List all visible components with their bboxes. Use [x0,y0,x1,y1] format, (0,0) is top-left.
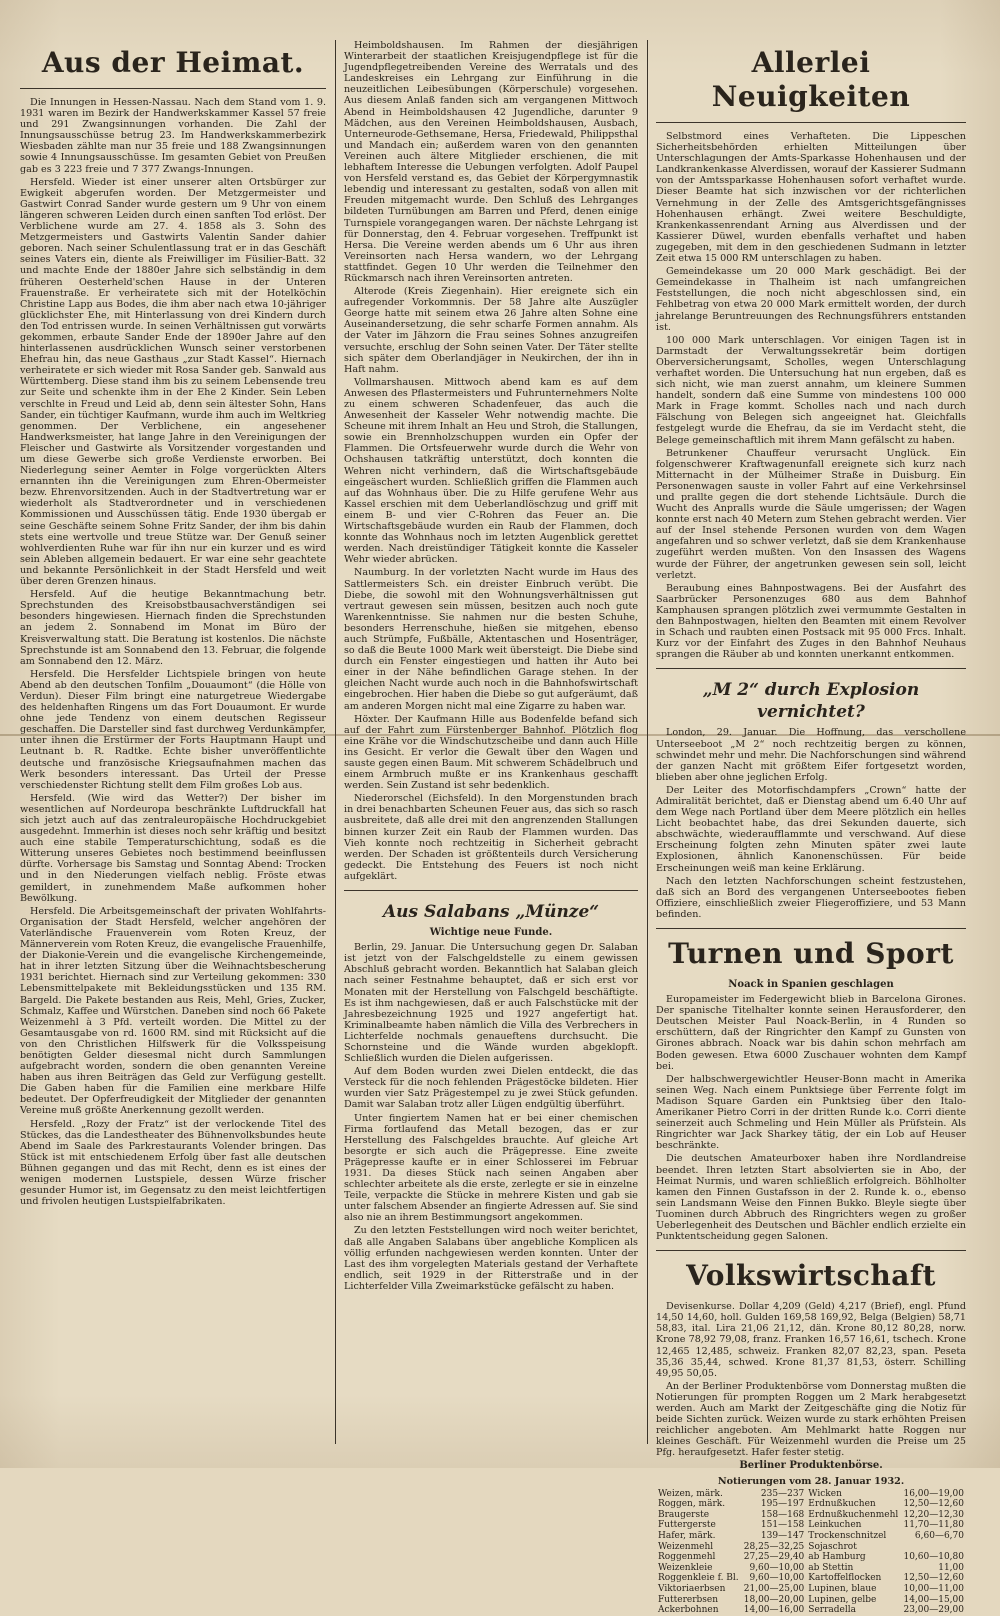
section-title-volkswirtschaft: Volkswirtschaft [686,1259,936,1293]
table-cell: Lupinen, gelbe [808,1594,877,1605]
section-title-m2: „M 2“ durch Explosion vernichtet? [702,680,920,723]
article-paragraph: Heimboldshausen. Im Rahmen der diesjährigen Winterarbeit der staatlichen Kreisjugendpflege ist für die Jugendpflegetreibenden Vereine des Werratals und des Landeskreises ein Lehrgang zur Einführung in die neuzeitlichen Leibesübungen (Körperschule) vorgesehen. Aus diesem Anlaß fanden sich am vergangenen Mittwoch Abend in Heimboldshausen 42 Jugendliche, darunter 9 Mädchen, aus den Vereinen Heimboldshausen, Ausbach, Unterneurode-Gethsemane, Hersa, Friedewald, Philippsthal und Mandach ein; außerdem waren von den genannten Vereinen auch ältere Mitglieder erschienen, die mit lebhaftem Interesse die Uebungen verfolgten. Adolf Paupel von Hersfeld verstand es, das Gebiet der Körpergymnastik lebendig und interessant zu gestalten, sodaß von allen mit Freuden mitgemacht wurde. Den Schluß des Lehrganges bildeten Turnübungen am Barren und Pferd, denen einige Turnspiele vorangegangen waren. Der nächste Lehrgang ist für Donnerstag, den 4. Februar vorgesehen. Treffpunkt ist Hersa. Die Vereine werden abends um 6 Uhr aus ihren Vereinsorten nach Hersa wandern, wo der Lehrgang stattfindet. Gegen 10 Uhr werden die Teilnehmer den Rückmarsch nach ihren Vereinsorten antreten. [344,40,638,284]
article-paragraph: Hersfeld. (Wie wird das Wetter?) Der bisher im wesentlichen auf Nordeuropa beschränkte Luftdruckfall hat sich jetzt auch auf das zentraleuropäische Hochdruckgebiet ausgedehnt. Immerhin ist dieses noch sehr kräftig und besitzt auch eine stabile Temperaturschichtung, sodaß es die Witterung unseres Gebietes noch bestimmend beeinflussen dürfte. Vorhersage bis Samstag und Sonntag Abend: Trocken und in den Niederungen vielfach neblig. Fröste etwas gemildert, in zunehmendem Maße aufkommen hoher Bewölkung. [20,792,326,904]
article-paragraph: Berlin, 29. Januar. Die Untersuchung gegen Dr. Salaban ist jetzt von der Falschgeldstelle zu einem gewissen Abschluß gebracht worden. Bekanntlich hat Salaban gleich nach seiner Festnahme behauptet, daß er sich erst vor Monaten mit der Herstellung von Falschgeld beschäftigte. Es ist ihm nachgewiesen, daß er auch Falschstücke mit der Jahresbezeichnung 1925 und 1927 angefertigt hat. Kriminalbeamte haben nämlich die Villa des Verbrechers in Lichterfelde nochmals genaueftens durchsucht. Die Schornsteine und die Wände wurden abgeklopft. Schließlich wurden die Dielen aufgerissen. [344,942,638,1065]
table-cell: 195—197 [760,1499,805,1510]
article-paragraph: Zu den letzten Feststellungen wird noch weiter berichtet, daß alle Angaben Salabans über angebliche Komplicen als völlig erfunden nachgewiesen werden konnten. Unter der Last des ihm vorgelegten Materials gestand der Verhaftete endlich, seit 1929 in der Ritterstraße und in der Lichterfelder Villa Zweimarkstücke gefälscht zu haben. [344,1225,638,1292]
article-paragraph: Selbstmord eines Verhafteten. Die Lippeschen Sicherheitsbehörden erhielten Mitteilungen über Unterschlagungen der Amts-Sparkasse Hohenhausen und der Landkrankenkasse Alverdissen, worauf der Kassierer Sudmann von der Amtssparkasse Hohenhausen sofort verhaftet wurde. Dieser Beamte hat sich inzwischen vor der richterlichen Vernehmung in der Zelle des Amtsgerichtsgefängnisses Hohenhausen erhängt. Zwei weitere Beschuldigte, Krankenkassenrendant Arning aus Alverdissen und der Kassierer Düwel, wurden ebenfalls verhaftet und haben zugegeben, mit dem in den geschiedenen Sudmann in letzter Zeit etwa 15 000 RM unterschlagen zu haben. [656,131,966,265]
table-cell: Trockenschnitzel [808,1531,887,1542]
col3b-articles [656,727,966,920]
table-cell: 6,60—6,70 [914,1531,964,1542]
table-cell: 139—147 [760,1531,805,1542]
col3d-articles [656,1301,966,1458]
table-cell: 18,00—20,00 [743,1594,805,1605]
table-cell: Wicken [808,1488,842,1499]
section-title-sport: Turnen und Sport [668,937,954,970]
column-rule [335,40,336,1444]
article-paragraph: Niederorschel (Eichsfeld). In den Morgenstunden brach in drei benachbarten Scheunen Feuer aus, das sich so rasch ausbreitete, daß alle drei mit den angrenzenden Stallungen binnen kurzer Zeit ein Raub der Flammen wurden. Das Vieh konnte noch rechtzeitig in Sicherheit gebracht werden. Der Schaden ist größtenteils durch Versicherung gedeckt. Die Entstehung des Feuers ist noch nicht aufgeklärt. [344,793,638,882]
column-regional [344,40,638,1448]
table-row [656,1520,966,1531]
article-paragraph: Der halbschwergewichtler Heuser-Bonn macht in Amerika seinen Weg. Nach einem Punktsiege über Ferrente folgt im Madison Square Garden ein Punktsieg über den Italo-Amerikaner Pietro Corri in der dritten Runde k.o. Corri diente seinerzeit auch Schmeling und Hein Müller als Prüfstein. Als Ringrichter war Jack Sharkey tätig, der ein Lob auf Heuser beschränkte. [656,1073,966,1152]
divider [656,928,966,929]
table-cell: Erdnußkuchen [808,1499,876,1510]
table-cell: Erdnußkuchenmehl [808,1509,899,1520]
section-title-heimat: Aus der Heimat. [41,46,305,79]
article-paragraph: Vollmarshausen. Mittwoch abend kam es auf dem Anwesen des Pflastermeisters und Fuhrunternehmers Nolte zu einem schweren Schadenfeuer, das auch die Anwesenheit der Kasseler Wehr notwendig machte. Die Scheune mit ihrem Inhalt an Heu und Stroh, die Stallungen, sowie ein Brennholzschuppen wurden ein Opfer der Flammen. Die Ortsfeuerwehr wurde durch die Wehr von Ochshausen tatkräftig unterstützt, doch konnten die Wehren nicht verhindern, daß die Wirtschaftsgebäude eingeäschert wurden. Schließlich griffen die Flammen auch auf das Wohnhaus über. Die zu Hilfe gerufene Wehr aus Kassel erschien mit dem Ueberlandlöschzug und griff mit einem B- und vier C-Rohren das Feuer an. Die Wirtschaftsgebäude wurden ein Raub der Flammen, doch konnte das Wohnhaus noch im letzten Augenblick gerettet werden. Nach dreistündiger Tätigkeit konnte die Kasseler Wehr wieder abrücken. [344,376,638,566]
table-cell: Futtererbsen [658,1594,719,1605]
divider [656,1250,966,1251]
article-paragraph: London, 29. Januar. Die Hoffnung, das verschollene Unterseeboot „M 2“ noch rechtzeitig bergen zu können, schwindet mehr und mehr. Die Nachforschungen sind während der ganzen Nacht mit größtem Eifer fortgesetzt worden, blieben aber ohne jeglichen Erfolg. [656,727,966,783]
table-cell: Lupinen, blaue [808,1584,877,1594]
table-cell: Serradella [808,1605,856,1616]
table-row [656,1531,966,1542]
article-paragraph: Höxter. Der Kaufmann Hille aus Bodenfelde befand sich auf der Fahrt zum Fürstenberger Bahnhof. Plötzlich flog eine Krähe vor die Windschutzscheibe und dann auch Hille ins Gesicht. Er verlor die Gewalt über den Wagen und sauste gegen einen Baum. Mit schwerem Schädelbruch und einem Armbruch mußte er ins Krankenhaus geschafft werden. Sein Zustand ist sehr bedenklich. [344,713,638,792]
table-cell: 9,60—10,00 [749,1562,805,1573]
table-cell: 21,00—25,00 [743,1584,805,1594]
table-cell: Roggenmehl [658,1552,716,1563]
table-cell: 28,25—32,25 [743,1541,805,1552]
table-title: Notierungen vom 28. Januar 1932. [717,1475,905,1487]
table-cell: 9,60—10,00 [749,1573,805,1584]
table-cell: Braugerste [658,1509,710,1520]
table-cell: Weizenmehl [658,1541,714,1552]
article-paragraph: Naumburg. In der vorletzten Nacht wurde im Haus des Sattlermeisters Sch. ein dreister Einbruch verübt. Die Diebe, die sowohl mit den Wohnungsverhältnissen gut vertraut gewesen sein müssen, besitzen auch noch gute Warenkenntnisse. Sie nahmen nur die besten Schuhe, besonders Herrenschuhe, hießen sie mitgehen, ebenso auch Strümpfe, Fußbälle, Aktentaschen und Hosenträger, so daß die Beute 1000 Mark weit übersteigt. Die Diebe sind durch ein Fenster eingestiegen und hatten ihr Auto bei einer in der Nähe befindlichen Garage stehen. In der gleichen Nacht wurde auch noch in die Bahnhofswirtschaft eingebrochen. Hier haben die Diebe so gut aufgeräumt, daß am anderen Morgen nicht mal eine Zigarre zu haben war. [344,567,638,712]
col1-articles [20,97,326,1207]
table-cell: Weizen, märk. [658,1488,723,1499]
article-paragraph: Unter fingiertem Namen hat er bei einer chemischen Firma fortlaufend das Metall bezogen, das er zur Herstellung des Falschgeldes brauchte. Auf gleiche Art besorgte er sich auch die Prägepresse. Eine zweite Prägepresse kaufte er in einer Schlosserei im Februar 1931. Da dieses Stück nach seinen Angaben aber schlechter arbeitete als die erste, zerlegte er sie in einzelne Teile, verpackte die Stücke in mehrere Kisten und gab sie unter falschem Absender an fingierte Adressen auf. Sie sind also nie an ihrem Bestimmungsort angekommen. [344,1112,638,1224]
divider [344,890,638,891]
divider [20,88,326,89]
table-row [656,1573,966,1584]
col3a-articles [656,131,966,660]
article-paragraph: Europameister im Federgewicht blieb in Barcelona Girones. Der spanische Titelhalter konnte seinen Herausforderer, den Deutschen Meister Paul Noack-Berlin, in 4 Runden so erschüttern, daß der Ringrichter den Kampf zu Gunsten von Girones abbrach. Noack war bis dahin schon mehrfach am Boden gewesen. Etwa 6000 Zuschauer wohnten dem Kampf bei. [656,994,966,1072]
table-cell: 14,00—16,00 [743,1605,805,1616]
column-heimat [20,40,326,1448]
table-cell: Hafer, märk. [658,1531,716,1542]
table-cell: 151—158 [760,1520,805,1531]
table-row [656,1563,966,1574]
table-cell: 12,20—12,30 [903,1509,964,1520]
article-paragraph: Alterode (Kreis Ziegenhain). Hier ereignete sich ein aufregender Vorkommnis. Der 58 Jahre alte Auszügler George hatte mit seinem etwa 26 Jahre alten Sohne eine Auseinandersetzung, die sehr scharfe Formen annahm. Als der Vater im Jähzorn die Frau seines Sohnes anzugreifen versuchte, erschlug der Sohn seinen Vater. Der Täter stellte sich später dem Oberlandjäger in Neukirchen, der ihn in Haft nahm. [344,286,638,375]
table-cell: Roggenkleie f. Bl. [658,1573,739,1584]
divider [656,668,966,669]
borse-title: Berliner Produktenbörse. [739,1460,883,1472]
article-paragraph: Beraubung eines Bahnpostwagens. Bei der Ausfahrt des Saarbrücker Personenzuges 680 aus dem Bahnhof Kamphausen sprangen plötzlich zwei vermummte Gestalten in den Bahnpostwagen, hielten den Beamten mit einem Revolver in Schach und raubten einen Postsack mit 95 000 Frcs. Inhalt. Kurz vor der Einfahrt des Zuges in den Bahnhof Neuhaus sprangen die Räuber ab und konnten unerkannt entkommen. [656,582,966,661]
table-cell: 23,00—29,00 [903,1605,964,1616]
table-cell: 158—168 [760,1509,805,1520]
article-paragraph: Die deutschen Amateurboxer haben ihre Nordlandreise beendet. Ihren letzten Start absolvierten sie in Abo, der Heimat Nurmis, und waren schließlich erfolgreich. Böhlholter kamen den Finnen Gustafsson in der 2. Runde k. o., ebenso sein Landsmann Weise den Finnen Bukko. Bleyle siegte über Tuominen durch Abbruch des Ringrichters wegen zu großer Ueberlegenheit des Deutschen und Bächler endlich erzielte ein Punktentscheidung gegen Salonen. [656,1153,966,1243]
table-cell: Futtergerste [658,1520,716,1531]
table-cell: Ackerbohnen [658,1605,719,1616]
table-cell: ab Stettin [808,1562,854,1573]
divider [656,122,966,123]
article-paragraph: Betrunkener Chauffeur verursacht Unglück. Ein folgenschwerer Kraftwagenunfall ereignete sich kurz nach Mitternacht in der Mülheimer Straße in Duisburg. Ein Personenwagen sauste in voller Fahrt auf eine Verkehrsinsel und prallte gegen die dort stehende Lichtsäule. Durch die Wucht des Anpralls wurde die Säule umgerissen; der Wagen konnte erst nach 40 Metern zum Stehen gebracht werden. Vier auf der Insel stehende Personen wurden von dem Wagen angefahren und so schwer verletzt, daß sie dem Krankenhause zugeführt werden mußten. Von den Insassen des Wagens wurde der Führer, der angetrunken gewesen sein soll, leicht verletzt. [656,447,966,581]
table-cell: ab Hamburg [808,1552,866,1563]
table-row [656,1499,966,1510]
column-news [656,40,966,1616]
article-paragraph: An der Berliner Produktenbörse vom Donnerstag mußten die Notierungen für prompten Roggen um 2 Mark herabgesetzt werden. Auch am Markt der Zeitgeschäfte ging die Notiz für beide Sichten zurück. Weizen wurde zu stark erhöhten Preisen reichlicher angeboten. Am Mehlmarkt hatte Roggen nur kleines Geschäft. Für Weizenmehl wurden die Preise um 25 Pfg. heraufgesetzt. Hafer fester stetig. [656,1380,966,1459]
table-row [656,1584,966,1595]
section-title-allerlei: Allerlei Neuigkeiten [711,46,911,113]
table-cell: Weizenkleie [658,1562,713,1573]
table-cell: 11,70—11,80 [903,1520,964,1531]
table-row [656,1595,966,1606]
table-cell: 16,00—19,00 [903,1488,964,1499]
article-paragraph: Nach den letzten Nachforschungen scheint festzustehen, daß sich an Bord des vergangenen Unterseebootes fieben Offiziere, einschließlich zweier Fliegeroffiziere, und 53 Mann befinden. [656,875,966,920]
article-paragraph: Gemeindekasse um 20 000 Mark geschädigt. Bei der Gemeindekasse in Thalheim ist nach umfangreichen Feststellungen, die noch nicht abgeschlossen sind, ein Fehlbetrag von etwa 20 000 Mark ermittelt worden, der durch jahrelange Beruntreuungen des Rechnungsführers entstanden ist. [656,266,966,333]
article-paragraph: Hersfeld. Wieder ist einer unserer alten Ortsbürger zur Ewigkeit abgerufen worden. Der Metzgermeister und Gastwirt Conrad Sander wurde gestern um 9 Uhr von einem längeren schweren Leiden durch einen sanften Tod erlöst. Der Verblichene wurde am 27. 4. 1858 als 3. Sohn des Metzgermeisters und Gastwirts Valentin Sander dahier geboren. Nach seiner Schulentlassung trat er in das Geschäft seines Vaters ein, diente als Freiwilliger im Füsilier-Batt. 32 und machte Ende der 1880er Jahre sich selbständig in dem früheren Oesterheld'schen Hause in der Unteren Frauenstraße. Er verheiratete sich mit der Hotelköchin Christine Lapp aus Bodes, die ihm aber nach etwa 10-jähriger glücklichster Ehe, mit Hinterlassung von drei Kindern durch den Tod entrissen wurde. In seinen Verhältnissen gut vorwärts gekommen, erbaute Sander Ende der 1890er Jahre auf den hinterlassenen ausdrücklichen Wunsch seiner verstorbenen Ehefrau hin, das neue Gasthaus „zur Stadt Kassel“. Hiernach verheiratete er sich wieder mit Rosa Sander geb. Sanwald aus Württemberg. Diese stand ihm bis zu seinem Lebensende treu zur Seite und schenkte ihm in der Ehe 2 Kinder. Sein Leben verschlte in Freud und Leid ab, denn sein ältester Sohn, Hans Sander, ein tüchtiger Kaufmann, wurde ihm auch im Weltkrieg genommen. Der Verblichene, ein angesehener Handwerksmeister, hat lange Jahre in den Vereinigungen der Fleischer und Gastwirte als Vorsitzender vorgestanden und um diese Gewerbe sich große Verdienste erworben. Bei Niederlegung seiner Aemter in Folge vorgerückten Alters ernannten ihn die Vereinigungen zum Ehren-Obermeister bezw. Ehrenvorsitzenden. Auch in der Stadtvertretung war er wiederholt als Stadtverordneter und in verschiedenen Kommissionen und Ausschüssen tätig. Ende 1930 übergab er seine Geschäfte seinem Sohne Fritz Sander, der ihm bis dahin stets eine wertvolle und treue Stütze war. Der Genuß seiner wohlverdienten Ruhe war für ihn nur ein kurzer und es wird sein Ableben allgemein bedauert. Er war eine sehr geachtete und bekannte Persönlichkeit in der Stadt Hersfeld und weit über deren Grenzen hinaus. [20,176,326,588]
table-row [656,1605,966,1616]
col2-articles [344,40,638,882]
table-row [656,1489,966,1500]
price-table [656,1489,966,1616]
table-cell: Viktoriaerbsen [658,1584,726,1594]
table-cell: Kartoffelflocken [808,1573,882,1584]
table-cell: 11,00 [938,1562,964,1573]
table-cell: 14,00—15,00 [903,1594,964,1605]
table-cell [901,1542,966,1553]
col2b-articles [344,942,638,1292]
table-cell: Roggen, märk. [658,1499,726,1510]
table-row [656,1542,966,1553]
table-cell: 10,60—10,80 [903,1552,964,1563]
table-cell: 10,00—11,00 [903,1584,964,1594]
table-cell: 235—237 [760,1488,805,1499]
table-cell: Leinkuchen [808,1520,862,1531]
table-cell: 27,25—29,40 [743,1552,805,1563]
article-paragraph: Hersfeld. Die Arbeitsgemeinschaft der privaten Wohlfahrts-Organisation der Stadt Hersfeld, welcher angehören der Vaterländische Frauenverein vom Roten Kreuz, der Männerverein vom Roten Kreuz, die evangelische Frauenhilfe, der Diakonie-Verein und die evangelische Kirchengemeinde, hat in ihrer letzten Sitzung über die Weihnachtsbescherung 1931 berichtet. Hiernach sind zur Verteilung gekommen: 330 Lebensmittelpakete mit Bekleidungsstücken und 135 RM. Bargeld. Die Pakete bestanden aus Reis, Mehl, Gries, Zucker, Schmalz, Kaffee und Würstchen. Daneben sind noch 66 Pakete Weizenmehl à 3 Pfd. verteilt worden. Die Mittel zu der Gesamtausgabe von rd. 1600 RM. sind mit Rücksicht auf die von den Christlichen Hilfswerk für die Volksspeisung benötigten Gelder diesesmal nicht durch Sammlungen aufgebracht worden, sondern die oben genannten Vereine haben aus ihren Beiträgen das Geld zur Verfügung gestellt. Die Gaben haben für die Familien eine merkbare Hilfe bedeutet. Der Opferfreudigkeit der Mitglieder der genannten Vereine muß größte Anerkennung gezollt werden. [20,905,326,1117]
article-paragraph: Hersfeld. Auf die heutige Bekanntmachung betr. Sprechstunden des Kreisobstbausachverständigen sei besonders hingewiesen. Hiernach finden die Sprechstunden an jedem 2. Sonnabend im Monat im Büro der Kreisverwaltung statt. Die Beratung ist kostenlos. Die nächste Sprechstunde ist am Sonnabend den 13. Februar, die folgende am Sonnabend den 12. März. [20,589,326,667]
article-paragraph: Der Leiter des Motorfischdampfers „Crown“ hatte der Admiralität berichtet, daß er Dienstag abend um 6.40 Uhr auf dem Wege nach Portland über dem Meere plötzlich ein helles Licht beobachtet habe, das drei Sekunden dauerte, sich abschwächte, wiederaufflammte und verschwand. Auf diese Erscheinung folgten zehn Minuten später zwei laute Explosionen, ähnlich Kanonenschüssen. Für beide Erscheinungen weiß man keine Erklärung. [656,784,966,874]
section-subtitle-salaban: Wichtige neue Funde. [429,927,553,939]
table-cell: 12,50—12,60 [903,1573,964,1584]
column-rule [647,40,648,1444]
table-row [656,1552,966,1563]
section-title-salaban: Aus Salabans „Münze“ [382,902,600,923]
table-cell: Sojaschrot [808,1541,857,1552]
table-cell: 12,50—12,60 [903,1499,964,1510]
article-paragraph: Die Innungen in Hessen-Nassau. Nach dem Stand vom 1. 9. 1931 waren im Bezirk der Handwerkskammer Kassel 57 freie und 291 Zwangsinnungen vorhanden. Die Zahl der Innungsausschüsse betrug 23. Im Handwerkskammerbezirk Wiesbaden zählte man nur 35 freie und 188 Zwangsinnungen sowie 4 Innungsausschüsse. Im gesamten Gebiet von Preußen gab es 3 223 freie und 7 377 Zwangs-Innungen. [20,97,326,175]
article-paragraph: Devisenkurse. Dollar 4,209 (Geld) 4,217 (Brief), engl. Pfund 14,50 14,60, holl. Gulden 169,58 169,92, Belga (Belgien) 58,71 58,83, ital. Lira 21,06 21,12, dän. Krone 80,12 80,28, norw. Krone 78,92 79,08, franz. Franken 16,57 16,61, tschech. Krone 12,465 12,485, schweiz. Franken 82,07 82,23, span. Peseta 35,36 35,44, schwed. Krone 81,37 81,53, österr. Schilling 49,95 50,05. [656,1301,966,1379]
article-paragraph: Hersfeld. „Rozy der Fratz“ ist der verlockende Titel des Stückes, das die Landestheater des Bühnenvolksbundes heute Abend im Saale des Parkrestaurants Volender bringen. Das Stück ist mit entschiedenem Erfolg über fast alle deutschen Bühnen gegangen und das mit Recht, denn es ist eines der wenigen modernen Lustspiele, dessen Würze frischer gesunder Humor ist, im Gegensatz zu den meist leichtfertigen und frivolen heutigen Lustspielfabrikaten. [20,1118,326,1208]
article-paragraph: Auf dem Boden wurden zwei Dielen entdeckt, die das Versteck für die noch fehlenden Prägestöcke bildeten. Hier wurden vier Satz Prägestempel zu je zwei Stück gefunden. Damit war Salaban trotz aller Lügen endgültig überführt. [344,1066,638,1111]
article-paragraph: 100 000 Mark unterschlagen. Vor einigen Tagen ist in Darmstadt der Verwaltungssekretär beim dortigen Oberversicherungsamt, Scholles, wegen Unterschlagung verhaftet worden. Die Untersuchung hat nun ergeben, daß es sich nicht, wie man zuerst annahm, um kleinere Summen handelt, sondern daß eine Summe von mindestens 100 000 Mark in Frage kommt. Scholles nach und nach durch Fälschung von Belegen sich angeeignet hat. Gleichfalls festgelegt wurde die Ehefrau, da sie im Verdacht steht, die Belege gemeinschaftlich mit ihrem Mann gefälscht zu haben. [656,334,966,446]
col3c-articles [656,994,966,1242]
article-paragraph: Hersfeld. Die Hersfelder Lichtspiele bringen von heute Abend ab den deutschen Tonfilm „Douaumont“ (die Hölle von Verdun). Dieser Film bringt eine naturgetreue Wiedergabe des heldenhaften Ringens um das Fort Douaumont. Er wurde ohne jede Tendenz von einem deutschen Regisseur geschaffen. Die Darsteller sind fast durchweg Verdunkämpfer, unter ihnen die Erstürmer der Forts Hauptmann Haupt und Leutnant b. R. Radtke. Echte bisher unveröffentlichte deutsche und französische Kriegsaufnahmen machen das Werk besonders interessant. Das Urteil der Presse verschiedenster Richtung stellt dem Film großes Lob aus. [20,668,326,791]
table-row [656,1510,966,1521]
section-subtitle-sport: Noack in Spanien geschlagen [728,979,894,990]
